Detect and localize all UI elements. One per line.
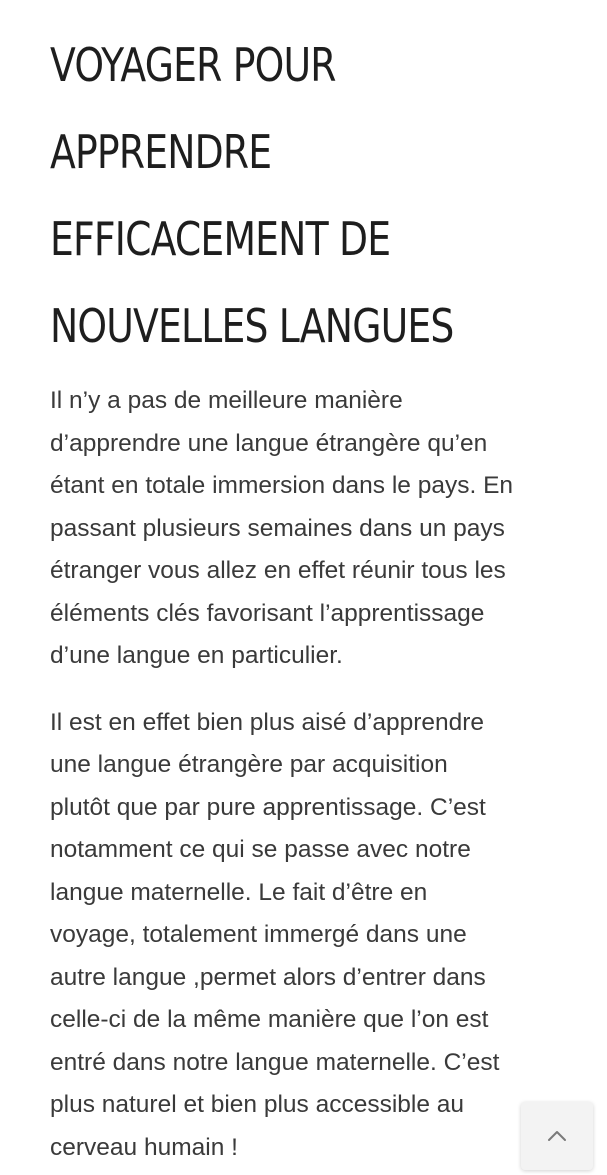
chevron-up-icon	[546, 1129, 568, 1143]
article-title: VOYAGER POUR APPRENDRE EFFICACEMENT DE NOUVELLES LANGUES	[50, 38, 454, 353]
scroll-to-top-button[interactable]	[521, 1102, 593, 1170]
article	[50, 22, 580, 1169]
article-paragraph-1: Il n’y a pas de meilleure manière d’apprendre une langue étrangère qu’en étant en totale immersion dans le pays. En passant plusieurs semaines dans un pays étranger vous allez en effet réunir tous les éléments clés favorisant l’apprentissage d’une langue en particulier.	[50, 387, 514, 669]
article-paragraph-2: Il est en effet bien plus aisé d’apprendre une langue étrangère par acquisition plutôt que par pure apprentissage. C’est notamment ce qui se passe avec notre langue maternelle. Le fait d’être en voyage, totalement immergé dans une autre langue ,permet alors d’entrer dans celle-ci de la même manière que l’on est entré dans notre langue maternelle. C’est plus naturel et bien plus accessible au cerveau humain !	[50, 708, 500, 1161]
